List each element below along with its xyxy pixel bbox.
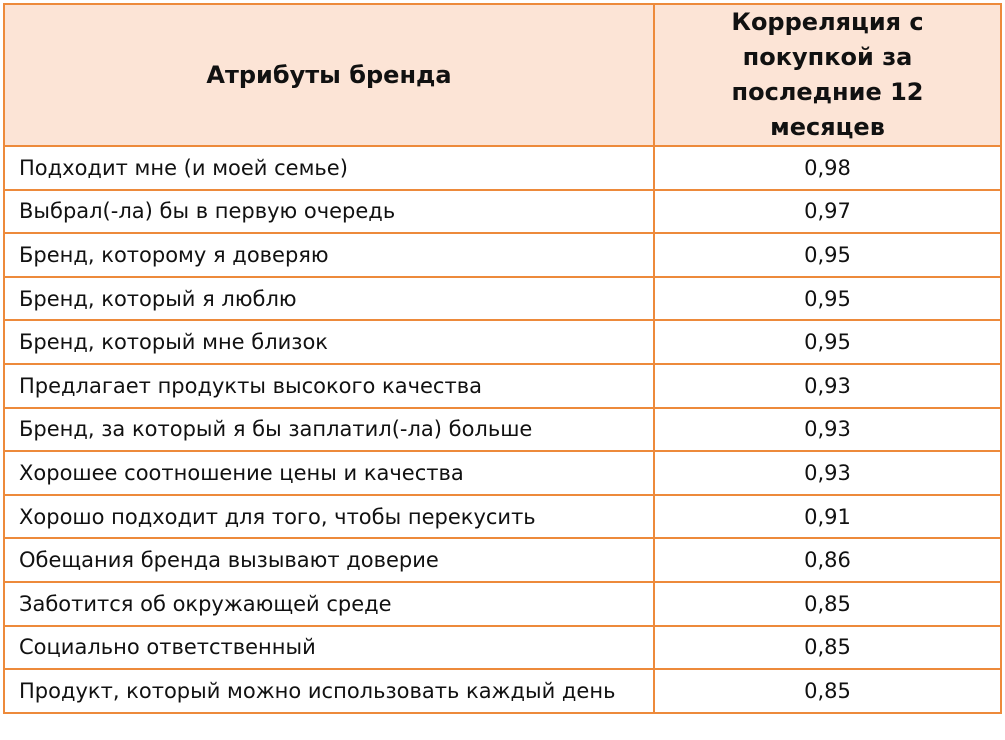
correlation-value-cell: 0,95 — [654, 233, 1001, 277]
correlation-value-cell: 0,86 — [654, 538, 1001, 582]
correlation-value-cell: 0,93 — [654, 408, 1001, 452]
header-correlation-text: Корреляция с покупкой за последние 12 месяцев — [731, 8, 924, 141]
table-row — [4, 626, 1001, 670]
table-header-row — [4, 4, 1001, 146]
table-row — [4, 582, 1001, 626]
table-row — [4, 451, 1001, 495]
brand-attribute-cell: Хорошо подходит для того, чтобы перекусить — [4, 495, 654, 539]
brand-attributes-table-container — [3, 3, 1000, 714]
brand-attribute-cell: Хорошее соотношение цены и качества — [4, 451, 654, 495]
table-row — [4, 320, 1001, 364]
table-row — [4, 669, 1001, 713]
header-brand-attributes: Атрибуты бренда — [4, 4, 654, 146]
table-row — [4, 495, 1001, 539]
brand-attribute-cell: Заботится об окружающей среде — [4, 582, 654, 626]
table-row — [4, 408, 1001, 452]
correlation-value-cell: 0,93 — [654, 364, 1001, 408]
brand-attribute-cell: Продукт, который можно использовать каждый день — [4, 669, 654, 713]
correlation-value-cell: 0,97 — [654, 190, 1001, 234]
brand-attribute-cell: Предлагает продукты высокого качества — [4, 364, 654, 408]
table-row — [4, 233, 1001, 277]
brand-attribute-cell: Бренд, который мне близок — [4, 320, 654, 364]
table-row — [4, 538, 1001, 582]
header-correlation — [654, 4, 1001, 146]
brand-attribute-cell: Бренд, за который я бы заплатил(-ла) больше — [4, 408, 654, 452]
correlation-value-cell: 0,95 — [654, 277, 1001, 321]
correlation-value-cell: 0,98 — [654, 146, 1001, 190]
table-body — [4, 146, 1001, 713]
correlation-value-cell: 0,85 — [654, 626, 1001, 670]
table-row — [4, 277, 1001, 321]
correlation-value-cell: 0,85 — [654, 669, 1001, 713]
brand-attribute-cell: Социально ответственный — [4, 626, 654, 670]
correlation-value-cell: 0,93 — [654, 451, 1001, 495]
correlation-value-cell: 0,85 — [654, 582, 1001, 626]
brand-attributes-table — [3, 3, 1002, 714]
brand-attribute-cell: Подходит мне (и моей семье) — [4, 146, 654, 190]
correlation-value-cell: 0,91 — [654, 495, 1001, 539]
table-row — [4, 190, 1001, 234]
brand-attribute-cell: Бренд, который я люблю — [4, 277, 654, 321]
table-row — [4, 364, 1001, 408]
table-row — [4, 146, 1001, 190]
brand-attribute-cell: Бренд, которому я доверяю — [4, 233, 654, 277]
brand-attribute-cell: Выбрал(-ла) бы в первую очередь — [4, 190, 654, 234]
brand-attribute-cell: Обещания бренда вызывают доверие — [4, 538, 654, 582]
correlation-value-cell: 0,95 — [654, 320, 1001, 364]
